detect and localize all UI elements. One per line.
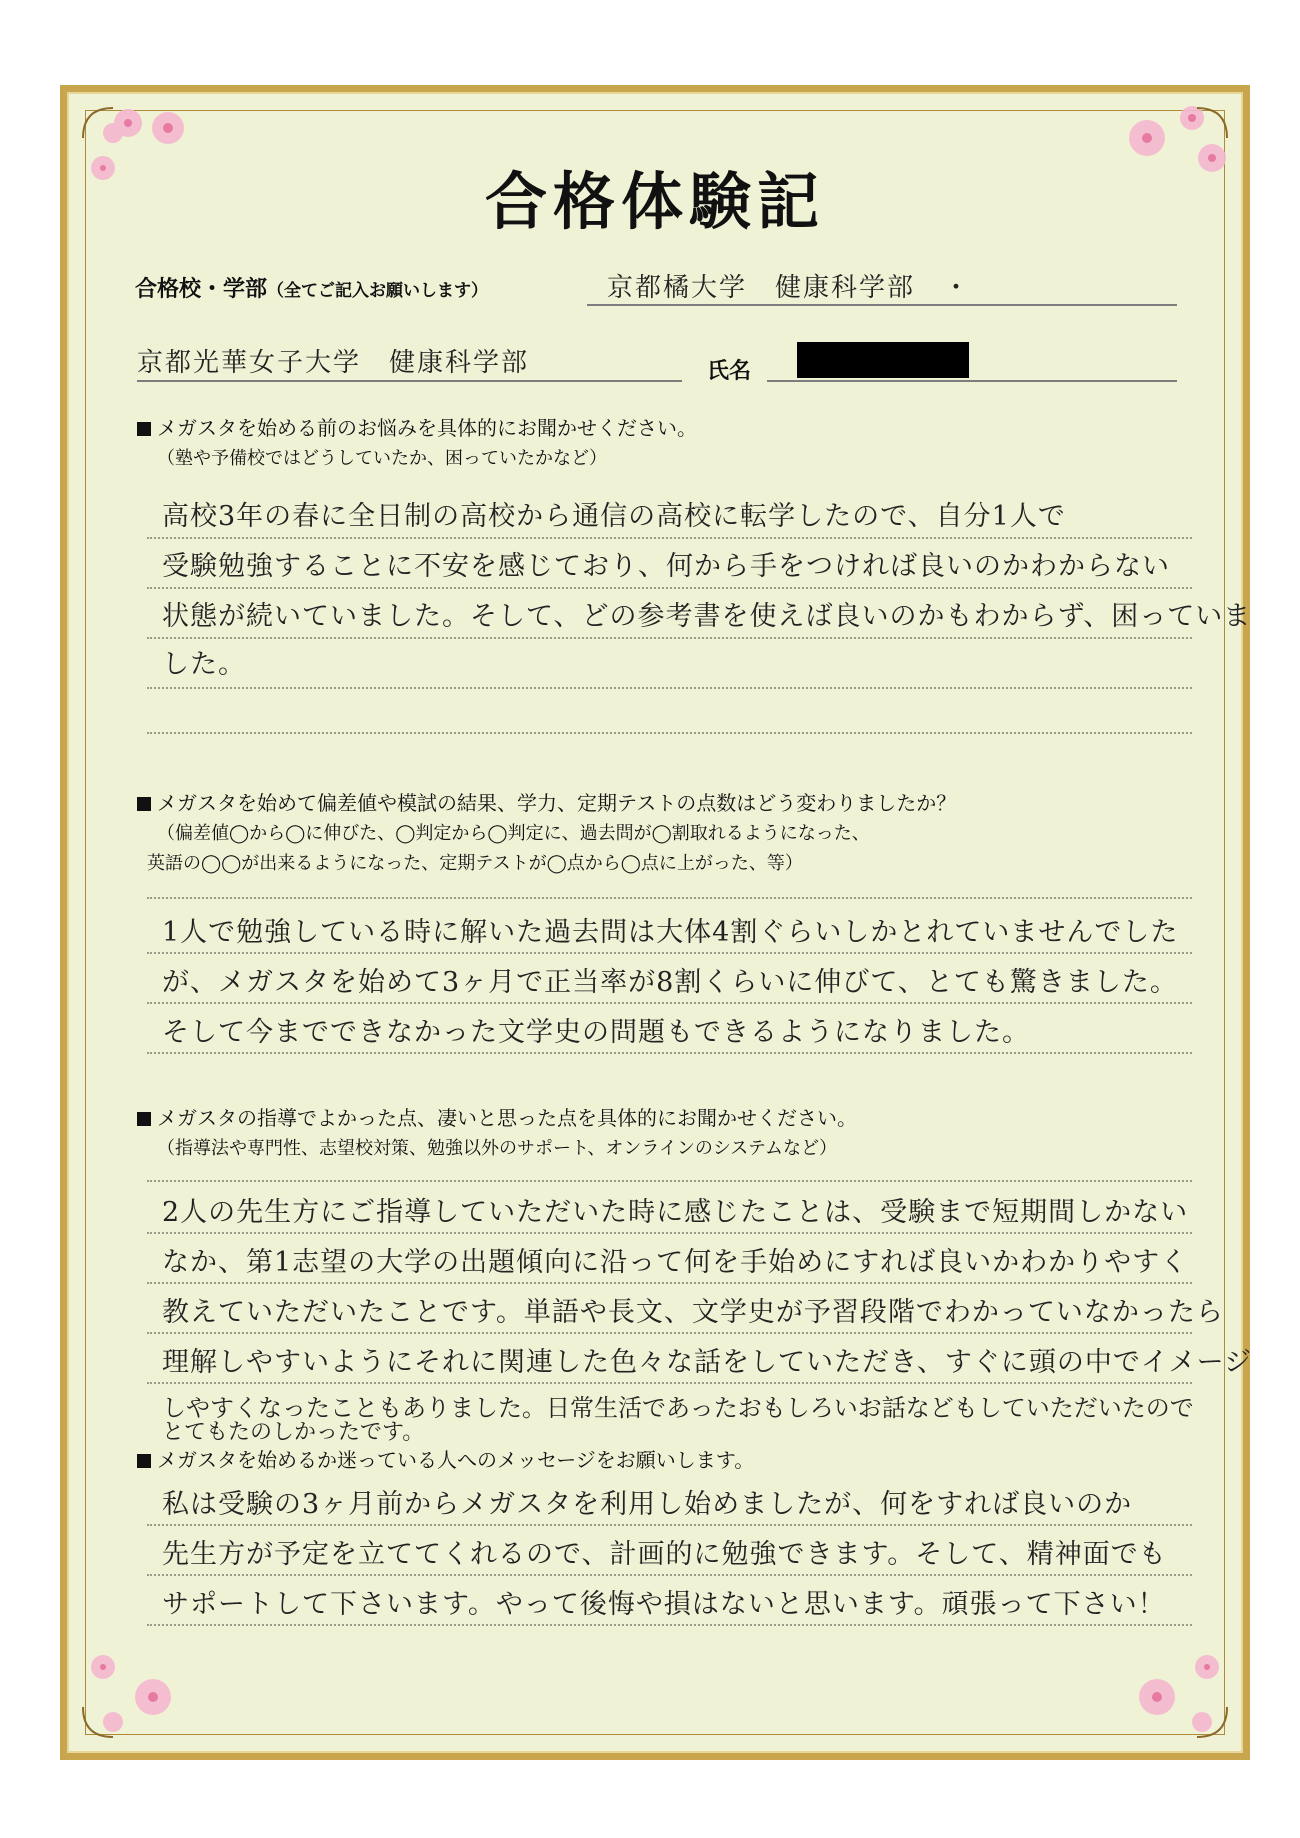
answer-2-line: そして今までできなかった文学史の問題もできるようになりました。 [162, 1017, 1030, 1048]
answer-4-line: サポートして下さいます。やって後悔や損はないと思います。頑張って下さい！ [162, 1589, 1166, 1620]
ruled-line [147, 1180, 1192, 1182]
question-2-subtitle-1: （偏差値◯から◯に伸びた、◯判定から◯判定に、過去問が◯割取れるようになった、 [157, 823, 870, 844]
answer-2-line: 1人で勉強している時に解いた過去問は大体4割ぐらいしかとれていませんでした [162, 917, 1179, 948]
question-1-title: メガスタを始める前のお悩みを具体的にお聞かせください。 [137, 412, 697, 441]
school-1-handwritten: 京都橘大学 健康科学部 ・ [607, 273, 972, 303]
answer-4-line: 私は受験の3ヶ月前からメガスタを利用し始めましたが、何をすれば良いのか [162, 1489, 1133, 1520]
ruled-line [147, 1052, 1192, 1054]
ruled-line [147, 1282, 1192, 1284]
square-bullet-icon [137, 1454, 151, 1468]
ruled-line [147, 1002, 1192, 1004]
ruled-line [147, 1332, 1192, 1334]
ruled-line [147, 952, 1192, 954]
ruled-line [147, 537, 1192, 539]
answer-3-line: とてもたのしかったです。 [162, 1420, 425, 1445]
question-3-subtitle: （指導法や専門性、志望校対策、勉強以外のサポート、オンラインのシステムなど） [157, 1138, 838, 1159]
name-label: 氏名 [707, 359, 752, 384]
answer-4-line: 先生方が予定を立ててくれるので、計画的に勉強できます。そして、精神面でも [162, 1539, 1167, 1570]
ruled-line [147, 637, 1192, 639]
answer-3-line: 理解しやすいようにそれに関連した色々な話をしていただき、すぐに頭の中でイメージ [162, 1347, 1253, 1378]
answer-3-line: なか、第1志望の大学の出題傾向に沿って何を手始めにすれば良いかわかりやすく [162, 1247, 1189, 1278]
ruled-line [147, 1624, 1192, 1626]
name-underline [767, 380, 1177, 382]
square-bullet-icon [137, 797, 151, 811]
cherry-blossom-ornament-bottom-right [1117, 1627, 1237, 1747]
ruled-line [147, 1524, 1192, 1526]
answer-1-line: 状態が続いていました。そして、どの参考書を使えば良いのかもわからず、困っていま [162, 601, 1252, 632]
cherry-blossom-ornament-bottom-left [73, 1627, 193, 1747]
school-2-handwritten: 京都光華女子大学 健康科学部 [137, 348, 530, 378]
ruled-line [147, 732, 1192, 734]
answer-3-line: 教えていただいたことです。単語や長文、文学史が予習段階でわかっていなかったら [162, 1297, 1224, 1328]
question-2-title: メガスタを始めて偏差値や模試の結果、学力、定期テストの点数はどう変わりましたか？ [137, 787, 956, 816]
ruled-line [147, 687, 1192, 689]
answer-3-line: 2人の先生方にご指導していただいた時に感じたことは、受験まで短期間しかない [162, 1197, 1189, 1228]
ruled-line [147, 587, 1192, 589]
school-label: 合格校・学部（全てご記入お願いします） [135, 277, 489, 302]
ruled-line [147, 897, 1192, 899]
ruled-line [147, 1232, 1192, 1234]
ruled-line [147, 1382, 1192, 1384]
square-bullet-icon [137, 1112, 151, 1126]
answer-1-line: した。 [162, 649, 246, 680]
redacted-name [797, 342, 969, 378]
square-bullet-icon [137, 422, 151, 436]
answer-1-line: 受験勉強することに不安を感じており、何から手をつければ良いのかわからない [162, 551, 1170, 582]
certificate-frame [60, 85, 1253, 1760]
question-2-subtitle-2: 英語の◯◯が出来るようになった、定期テストが◯点から◯点に上がった、等） [147, 853, 803, 874]
question-3-title: メガスタの指導でよかった点、凄いと思った点を具体的にお聞かせください。 [137, 1102, 857, 1131]
answer-1-line: 高校3年の春に全日制の高校から通信の高校に転学したので、自分1人で [162, 501, 1066, 532]
question-4-title: メガスタを始めるか迷っている人へのメッセージをお願いします。 [137, 1444, 754, 1473]
school-1-underline [587, 304, 1177, 306]
answer-2-line: が、メガスタを始めて3ヶ月で正当率が8割くらいに伸びて、とても驚きました。 [162, 967, 1178, 998]
question-1-subtitle: （塾や予備校ではどうしていたか、困っていたかなど） [157, 448, 607, 469]
school-2-underline [137, 380, 682, 382]
page-title: 合格体験記 [484, 165, 825, 238]
answer-3-line: しやすくなったこともありました。日常生活であったおもしろいお話などもしていただいたので [162, 1394, 1194, 1422]
ruled-line [147, 1574, 1192, 1576]
